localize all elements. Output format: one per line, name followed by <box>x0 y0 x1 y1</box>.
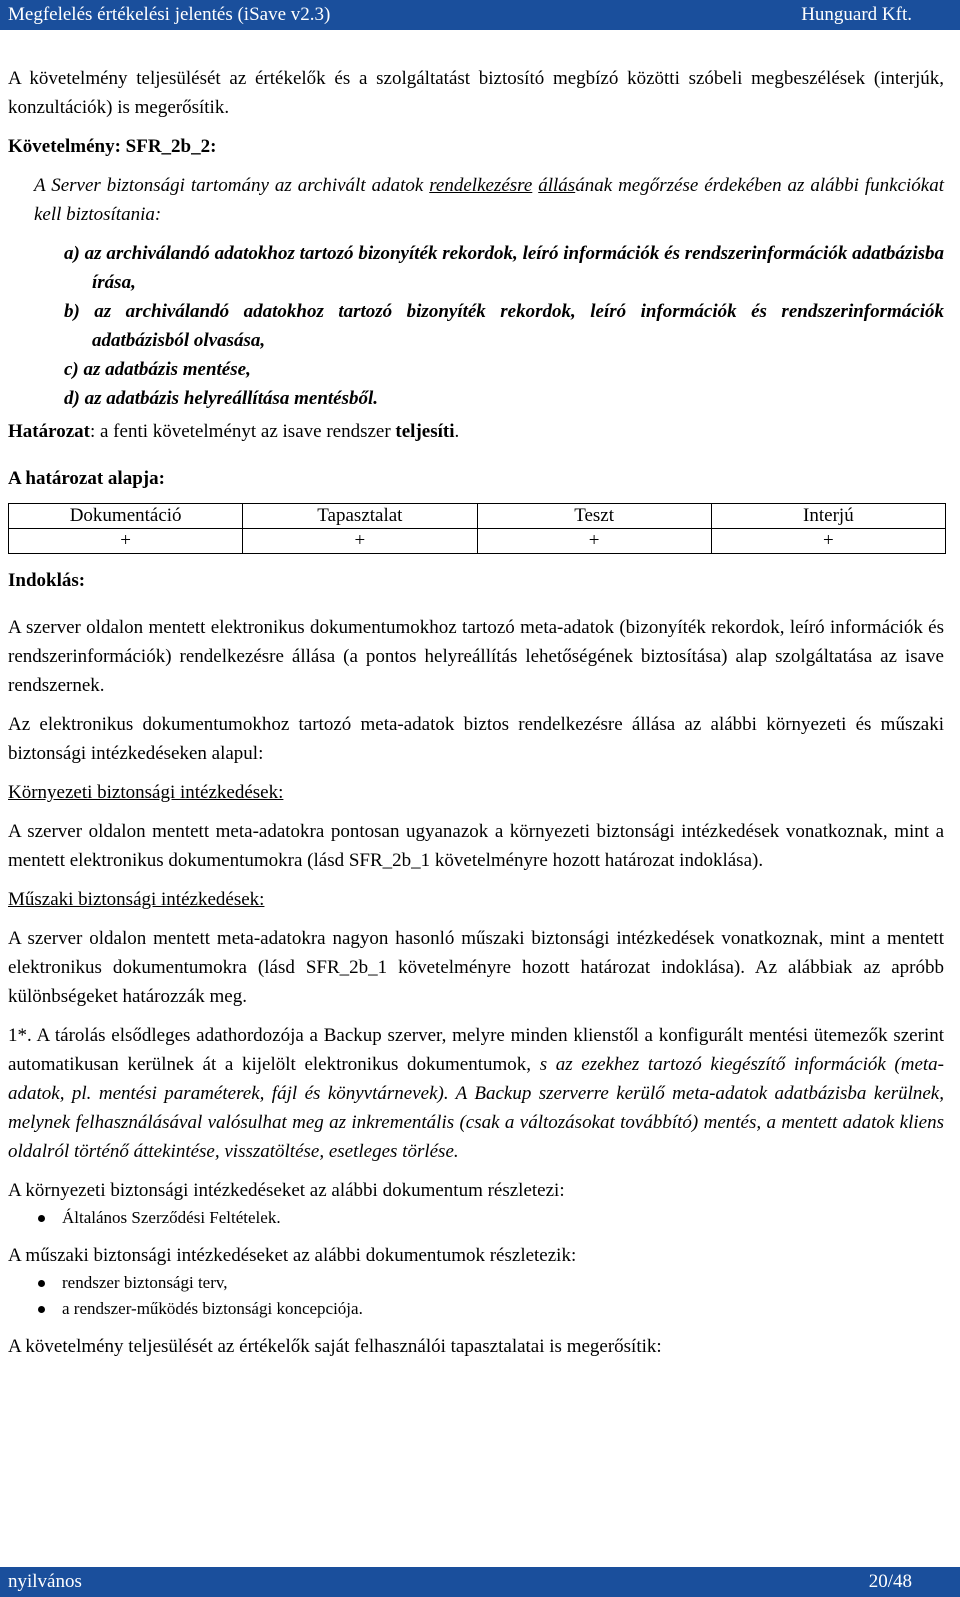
requirement-item-d: d) az adatbázis helyreállítása mentésből. <box>64 388 379 409</box>
basis-value-interview: + <box>711 529 945 554</box>
point-1: 1*. A tárolás elsődleges adathordozója a Backup szerver, melyre minden klienstől a konfigurált mentési ütemezők szerint automatikusan kerülnek át a kijelölt elektronikus dokumentumok, s az ezekhez tartozó kiegészítő információk (meta-adatok, pl. mentési paraméterek, fájl és könyvtárnevek). A Backup szerverre kerülő meta-adatok adatbázisba kerülnek, melynek felhasználásával valósulhat meg az inkrementális (csak a változásokat továbbító) mentés, a mentett adatok kliens oldalról történő áttekintése, visszatöltése, esetleges törlése. <box>8 1025 945 1162</box>
justification-paragraph-1: A szerver oldalon mentett elektronikus dokumentumokhoz tartozó meta-adatok (bizonyíték rekordok, leíró információk és rendszerinformációk) rendelkezésre állása (a pontos helyreállítás lehetőségének biztosítása) alap szolgáltatása az isave rendszernek. <box>8 617 944 696</box>
environmental-measures-text: A szerver oldalon mentett meta-adatokra pontosan ugyanazok a környezeti biztonsági intézkedések vonatkoznak, mint a mentett elektronikus dokumentumokra (lásd SFR_2b_1 követelményre hozott határozat indoklása). <box>8 821 944 871</box>
basis-value-experience: + <box>243 529 477 554</box>
document-title: Megfelelés értékelési jelentés (iSave v2.3) <box>8 4 331 25</box>
basis-header-row <box>9 504 946 529</box>
decision: Határozat: a fenti követelményt az isave rendszer teljesíti. <box>8 421 460 442</box>
basis-value-row <box>9 529 946 554</box>
page-header <box>0 0 960 30</box>
environmental-measures-title: Környezeti biztonsági intézkedések: <box>8 782 284 803</box>
technical-doc-item-1: rendszer biztonsági terv, <box>8 1270 944 1296</box>
company-name: Hunguard Kft. <box>801 4 912 25</box>
technical-docs-intro: A műszaki biztonsági intézkedéseket az alábbi dokumentumok részletezik: <box>8 1245 577 1266</box>
basis-table <box>8 503 946 554</box>
closing-paragraph: A követelmény teljesülését az értékelők saját felhasználói tapasztalatai is megerősítik: <box>8 1336 662 1357</box>
technical-doc-item-2: a rendszer-működés biztonsági koncepciója. <box>8 1296 944 1322</box>
basis-header-interview: Interjú <box>711 504 945 529</box>
requirement-label: Követelmény: SFR_2b_2: <box>8 136 217 157</box>
technical-measures-title: Műszaki biztonsági intézkedések: <box>8 889 265 910</box>
requirement-item-c: c) az adatbázis mentése, <box>64 359 251 380</box>
classification-label: nyilvános <box>8 1571 82 1592</box>
basis-header-documentation: Dokumentáció <box>9 504 243 529</box>
requirement-item-b: b) az archiválandó adatokhoz tartozó bizonyíték rekordok, leíró információk és rendszerinformációk adatbázisból olvasása, <box>64 301 944 351</box>
page-number: 20/48 <box>868 1571 912 1592</box>
intro-paragraph: A követelmény teljesülését az értékelők és a szolgáltatást biztosító megbízó közötti szóbeli megbeszélések (interjúk, konzultációk) is megerősítik. <box>8 68 944 118</box>
requirement-text: A Server biztonsági tartomány az archivált adatok rendelkezésre állásának megőrzése érdekében az alábbi funkciókat kell biztosítania: <box>34 175 945 225</box>
technical-measures-text: A szerver oldalon mentett meta-adatokra nagyon hasonló műszaki biztonsági intézkedések vonatkoznak, mint a mentett elektronikus dokumentumokra (lásd SFR_2b_1 követelményre hozott határozat indoklása). Az alábbiak az apróbb különbségeket határozzák meg. <box>8 928 944 1007</box>
basis-value-test: + <box>477 529 711 554</box>
requirement-items <box>8 239 944 413</box>
basis-header-test: Teszt <box>477 504 711 529</box>
justification-title: Indoklás: <box>8 570 86 591</box>
basis-header-experience: Tapasztalat <box>243 504 477 529</box>
requirement-item-a: a) az archiválandó adatokhoz tartozó bizonyíték rekordok, leíró információk és rendszerinformációk adatbázisba írása, <box>64 243 944 293</box>
justification-paragraph-2: Az elektronikus dokumentumokhoz tartozó meta-adatok biztos rendelkezésre állása az alábbi környezeti és műszaki biztonsági intézkedéseken alapul: <box>8 714 944 764</box>
environmental-docs-intro: A környezeti biztonsági intézkedéseket az alábbi dokumentum részletezi: <box>8 1180 565 1201</box>
page-footer <box>0 1567 960 1597</box>
environmental-doc-item: Általános Szerződési Feltételek. <box>8 1205 944 1231</box>
basis-title: A határozat alapja: <box>8 468 165 489</box>
basis-value-documentation: + <box>9 529 243 554</box>
document-body <box>8 64 944 1361</box>
